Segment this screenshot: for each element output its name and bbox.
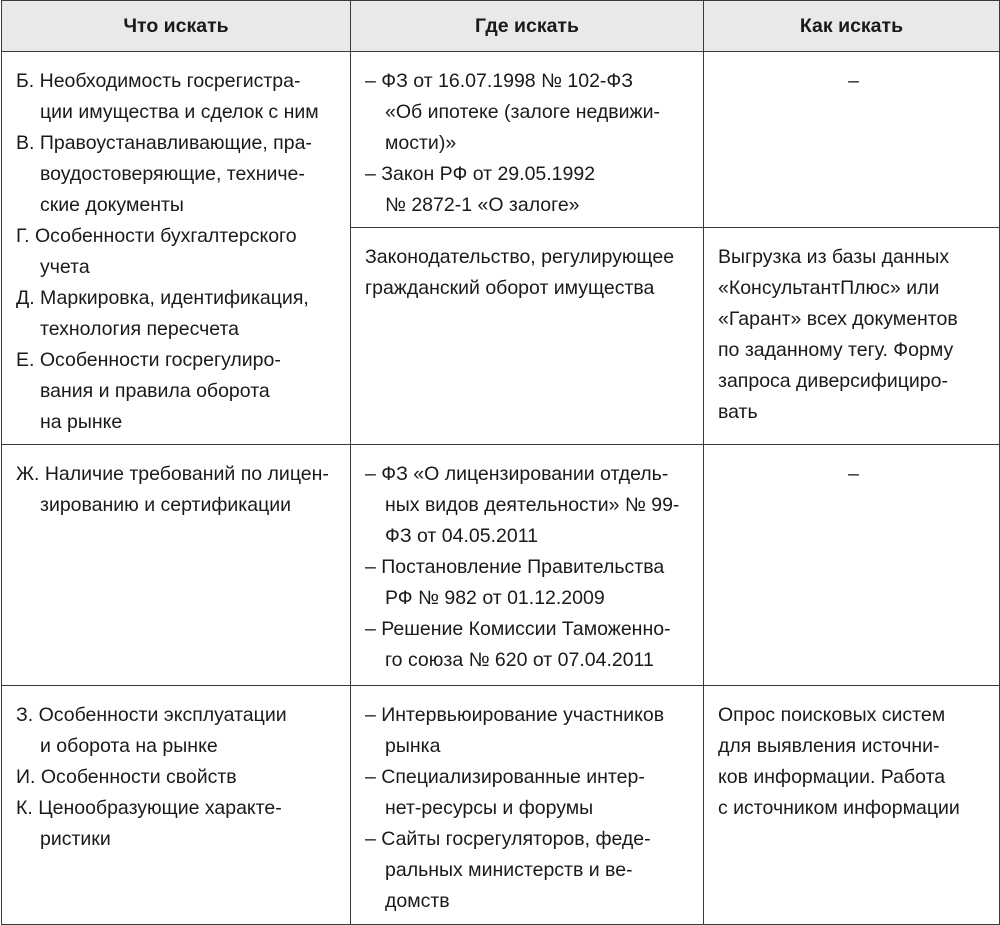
cell-how: Выгрузка из базы данных «КонсультантПлюс» или «Гарант» всех документов по заданному тегу. Форму запроса диверсифициро- вать bbox=[704, 228, 1000, 445]
empty-dash: – bbox=[848, 463, 859, 485]
what-item: И. Особенности свойств bbox=[16, 766, 237, 788]
what-item: Д. Маркировка, идентификация, технология пересчета bbox=[16, 287, 309, 340]
what-item: В. Правоустанавливающие, пра- воудостоверяющие, техниче- ские документы bbox=[16, 132, 312, 216]
cell-what bbox=[2, 686, 351, 925]
what-item: Ж. Наличие требований по лицен- зированию и сертификации bbox=[16, 463, 329, 516]
cell-where bbox=[351, 52, 704, 228]
header-row bbox=[2, 1, 1000, 52]
where-item: – ФЗ «О лицензировании отдель- ных видов деятельности» № 99- ФЗ от 04.05.2011 bbox=[365, 463, 680, 547]
where-item: – Закон РФ от 29.05.1992 № 2872-1 «О залоге» bbox=[365, 163, 596, 216]
header-where: Где искать bbox=[351, 1, 704, 52]
cell-where bbox=[351, 686, 704, 925]
where-item: – ФЗ от 16.07.1998 № 102-ФЗ «Об ипотеке (залоге недвижи- мости)» bbox=[365, 70, 660, 154]
what-item: З. Особенности эксплуатации и оборота на рынке bbox=[16, 704, 287, 757]
cell-where: Законодательство, регулирующее гражданский оборот имущества bbox=[351, 228, 704, 445]
cell-what bbox=[2, 445, 351, 686]
table-row bbox=[2, 686, 1000, 925]
table-row bbox=[2, 52, 1000, 228]
where-item: – Постановление Правительства РФ № 982 от 01.12.2009 bbox=[365, 556, 665, 609]
table-row bbox=[2, 445, 1000, 686]
table bbox=[1, 0, 1000, 925]
cell-how bbox=[704, 52, 1000, 228]
where-item: – Специализированные интер- нет-ресурсы и форумы bbox=[365, 766, 645, 819]
where-item: – Интервьюирование участников рынка bbox=[365, 704, 665, 757]
what-item: Г. Особенности бухгалтерского учета bbox=[16, 225, 297, 278]
what-item: Е. Особенности госрегулиро- вания и правила оборота на рынке bbox=[16, 349, 281, 433]
where-item: – Решение Комиссии Таможенно- го союза № 620 от 07.04.2011 bbox=[365, 618, 671, 671]
cell-how bbox=[704, 445, 1000, 686]
cell-what bbox=[2, 52, 351, 445]
header-how: Как искать bbox=[704, 1, 1000, 52]
where-item: – Сайты госрегуляторов, феде- ральных министерств и ве- домств bbox=[365, 828, 651, 912]
empty-dash: – bbox=[848, 70, 859, 92]
cell-how: Опрос поисковых систем для выявления источни- ков информации. Работа с источником информации bbox=[704, 686, 1000, 925]
what-item: Б. Необходимость госрегистра- ции имущества и сделок с ним bbox=[16, 70, 319, 123]
cell-where bbox=[351, 445, 704, 686]
what-item: К. Ценообразующие характе- ристики bbox=[16, 797, 282, 850]
header-what: Что искать bbox=[2, 1, 351, 52]
